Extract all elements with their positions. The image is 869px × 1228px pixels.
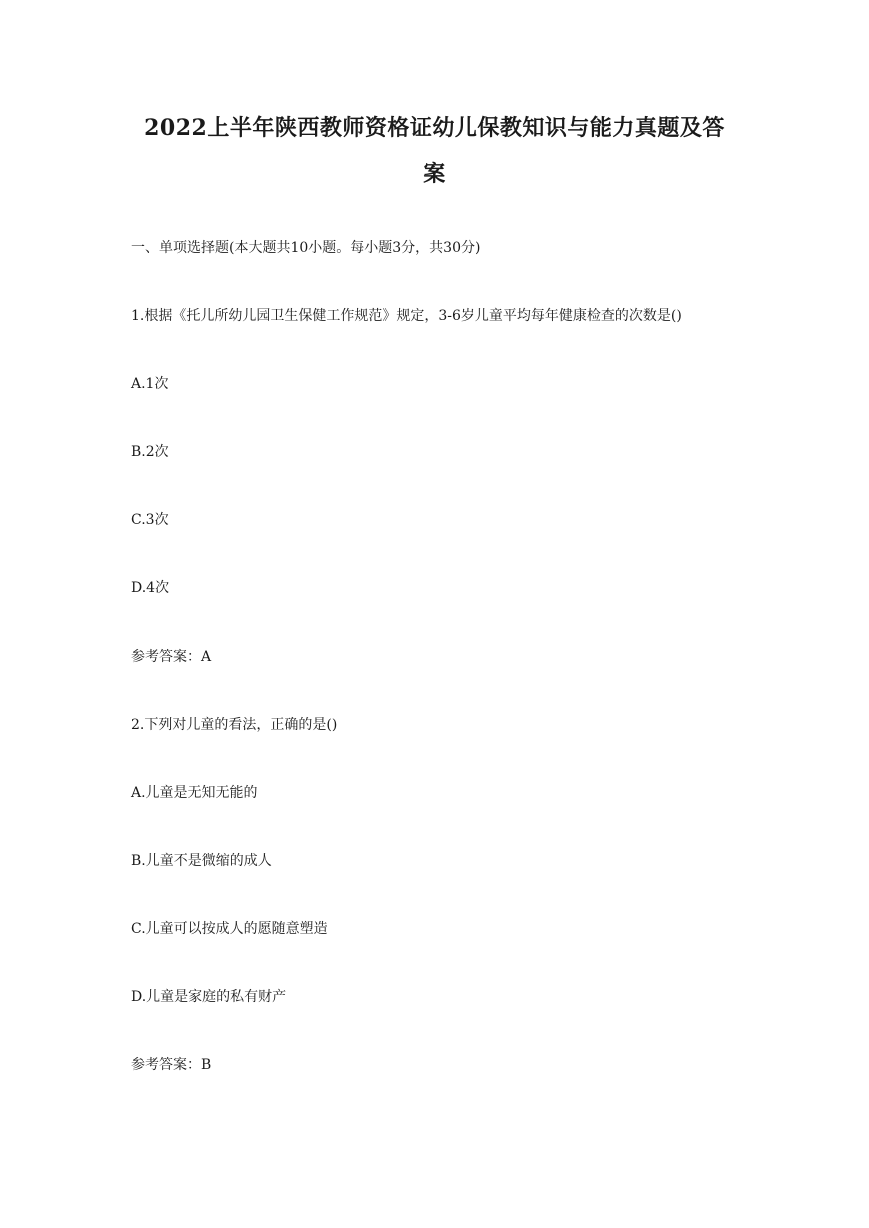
question-1-option-a: A.1次 — [131, 376, 169, 392]
question-2-option-c: C.儿童可以按成人的愿随意塑造 — [131, 921, 328, 937]
question-2-answer: 参考答案：B — [131, 1057, 212, 1073]
question-2-option-d: D.儿童是家庭的私有财产 — [131, 989, 287, 1005]
question-2-option-b: B.儿童不是微缩的成人 — [131, 853, 272, 869]
title-line-2: 案 — [423, 161, 446, 187]
question-1-option-c: C.3次 — [131, 512, 169, 528]
question-1-option-b: B.2次 — [131, 444, 169, 460]
question-1-answer: 参考答案：A — [131, 649, 212, 665]
question-1-option-d: D.4次 — [131, 580, 170, 596]
question-1-stem: 1.根据《托儿所幼儿园卫生保健工作规范》规定，3-6岁儿童平均每年健康检查的次数是() — [131, 308, 682, 324]
title-line-1: 2022上半年陕西教师资格证幼儿保教知识与能力真题及答 — [144, 115, 725, 141]
section-header: 一、单项选择题(本大题共10小题。每小题3分，共30分) — [131, 240, 481, 256]
question-2-stem: 2.下列对儿童的看法，正确的是() — [131, 717, 338, 733]
question-2-option-a: A.儿童是无知无能的 — [131, 785, 258, 801]
